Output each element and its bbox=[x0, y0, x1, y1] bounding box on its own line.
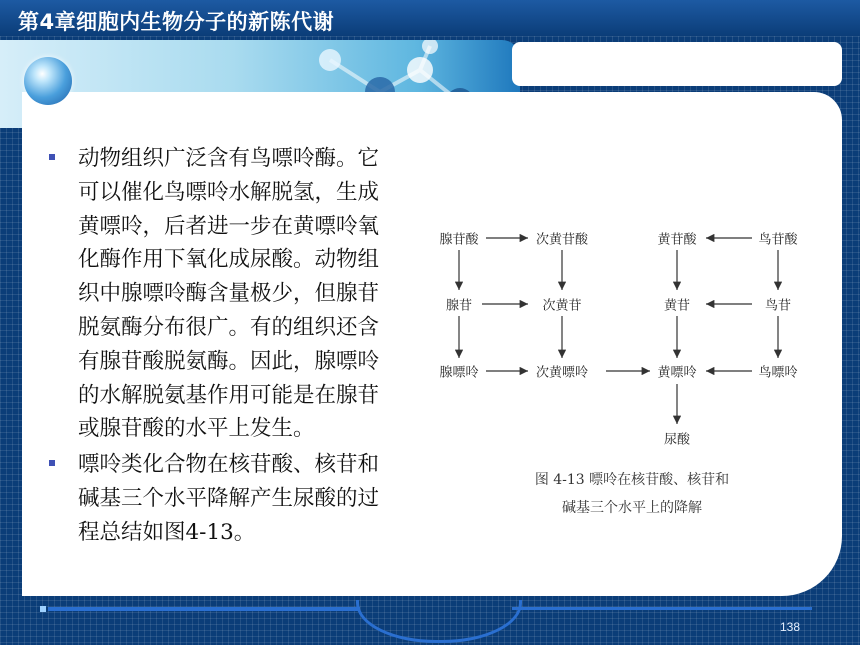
page-number: 138 bbox=[780, 620, 801, 634]
bullet-item bbox=[44, 142, 394, 446]
footer-dot bbox=[40, 606, 46, 612]
node-adenine: 腺嘌呤 bbox=[439, 365, 479, 381]
bullet-text: 嘌呤类化合物在核苷酸、核苷和碱基三个水平降解产生尿酸的过程总结如图4-13。 bbox=[78, 452, 380, 545]
node-adenosine: 腺苷 bbox=[445, 298, 473, 314]
purine-degradation-diagram bbox=[422, 218, 822, 528]
footer-line-right bbox=[512, 607, 812, 610]
node-guanylate: 鸟苷酸 bbox=[758, 232, 798, 248]
bullet-square-icon bbox=[49, 460, 55, 466]
figure-caption-line2: 碱基三个水平上的降解 bbox=[562, 500, 702, 516]
bullet-item bbox=[44, 448, 394, 549]
node-xanthylate: 黄苷酸 bbox=[657, 232, 697, 248]
footer-line-left bbox=[48, 607, 360, 611]
node-adenylate: 腺苷酸 bbox=[439, 232, 479, 248]
bullet-list bbox=[44, 142, 394, 550]
node-uric-acid: 尿酸 bbox=[663, 432, 691, 448]
node-hypoxanthine: 次黄嘌呤 bbox=[535, 365, 589, 381]
slide-title: 第4章细胞内生物分子的新陈代谢 bbox=[18, 10, 335, 34]
header-white-panel bbox=[512, 42, 842, 86]
node-inosine: 次黄苷 bbox=[542, 298, 582, 314]
node-guanosine: 鸟苷 bbox=[764, 298, 792, 314]
node-guanine: 鸟嘌呤 bbox=[758, 365, 798, 381]
figure-caption-line1: 图 4-13 嘌呤在核苷酸、核苷和 bbox=[534, 472, 730, 488]
bullet-square-icon bbox=[49, 154, 55, 160]
sphere-icon bbox=[24, 57, 72, 105]
node-inosinate: 次黄苷酸 bbox=[535, 232, 589, 248]
node-xanthine: 黄嘌呤 bbox=[657, 365, 697, 381]
diagram-arrows bbox=[422, 218, 822, 458]
bullet-text: 动物组织广泛含有鸟嘌呤酶。它可以催化鸟嘌呤水解脱氢，生成黄嘌呤，后者进一步在黄嘌呤氧化酶作用下氧化成尿酸。动物组织中腺嘌呤酶含量极少，但腺苷脱氨酶分布很广。有的组织还含有腺苷酸脱氨酶。因此，腺嘌呤的水解脱氨基作用可能是在腺苷或腺苷酸的水平上发生。 bbox=[78, 146, 380, 442]
title-bar bbox=[0, 0, 860, 36]
node-xanthosine: 黄苷 bbox=[663, 298, 691, 314]
